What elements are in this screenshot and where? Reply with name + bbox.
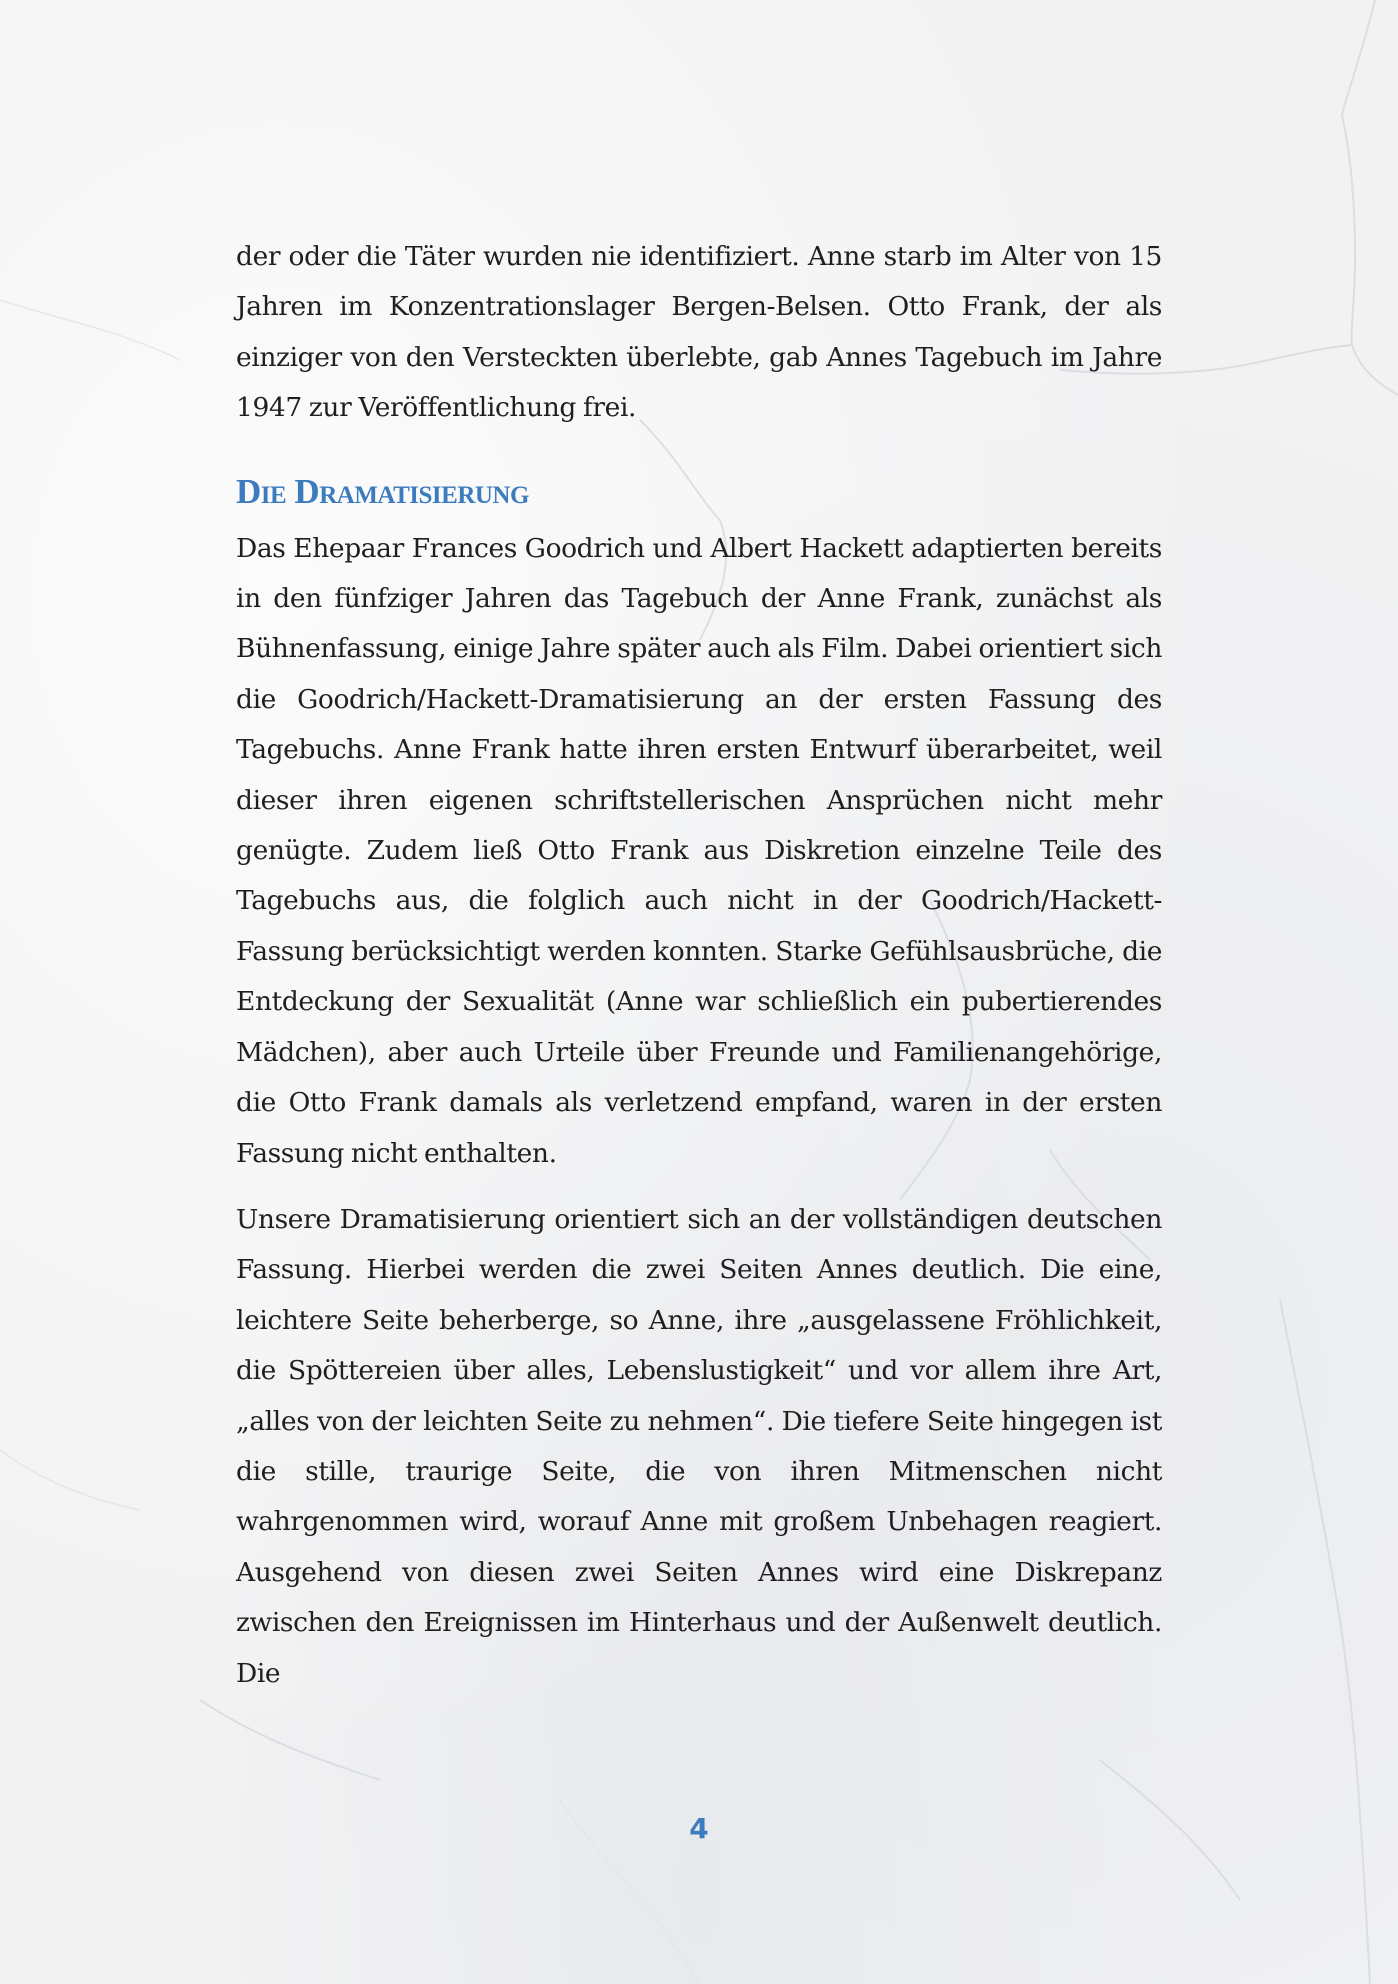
body-paragraph-1: Das Ehepaar Frances Goodrich und Albert Hackett adaptierten bereits in den fünfziger Jahren das Tagebuch der Anne Frank, zunächst als Bühnenfassung, einige Jahre später auch als Film. Dabei orientiert sich die Goodrich/Hackett-Dramatisierung an der ersten Fassung des Tagebuchs. Anne Frank hatte ihren ersten Entwurf überarbeitet, weil dieser ihren eigenen schriftstellerischen Ansprüchen nicht mehr genügte. Zudem ließ Otto Frank aus Diskretion einzelne Teile des Tagebuchs aus, die folglich auch nicht in der Goodrich/Hackett-Fassung berücksichtigt werden konnten. Starke Gefühlsausbrüche, die Entdeckung der Sexualität (Anne war schließlich ein pubertierendes Mädchen), aber auch Urteile über Freunde und Familienangehörige, die Otto Frank damals als verletzend empfand, waren in der ersten Fassung nicht enthalten. (236, 532, 1162, 1169)
page-body (236, 232, 1162, 1699)
page-number: 4 (689, 1812, 709, 1845)
section-heading: Die Dramatisierung (236, 471, 529, 511)
body-paragraph-2: Unsere Dramatisierung orientiert sich an der vollständigen deutschen Fassung. Hierbei werden die zwei Seiten Annes deutlich. Die eine, leichtere Seite beherberge, so Anne, ihre „ausgelassene Fröhlichkeit, die Spöttereien über alles, Lebenslustigkeit“ und vor allem ihre Art, „alles von der leichten Seite zu nehmen“. Die tiefere Seite hingegen ist die stille, traurige Seite, die von ihren Mitmenschen nicht wahrgenommen wird, worauf Anne mit großem Unbehagen reagiert. Ausgehend von diesen zwei Seiten Annes wird eine Diskrepanz zwischen den Ereignissen im Hinterhaus und der Außenwelt deutlich. Die (236, 1203, 1162, 1689)
intro-paragraph: der oder die Täter wurden nie identifiziert. Anne starb im Alter von 15 Jahren im Konzentrationslager Bergen-Belsen. Otto Frank, der als einziger von den Versteckten überlebte, gab Annes Tagebuch im Jahre 1947 zur Veröffentlichung frei. (236, 241, 1162, 424)
